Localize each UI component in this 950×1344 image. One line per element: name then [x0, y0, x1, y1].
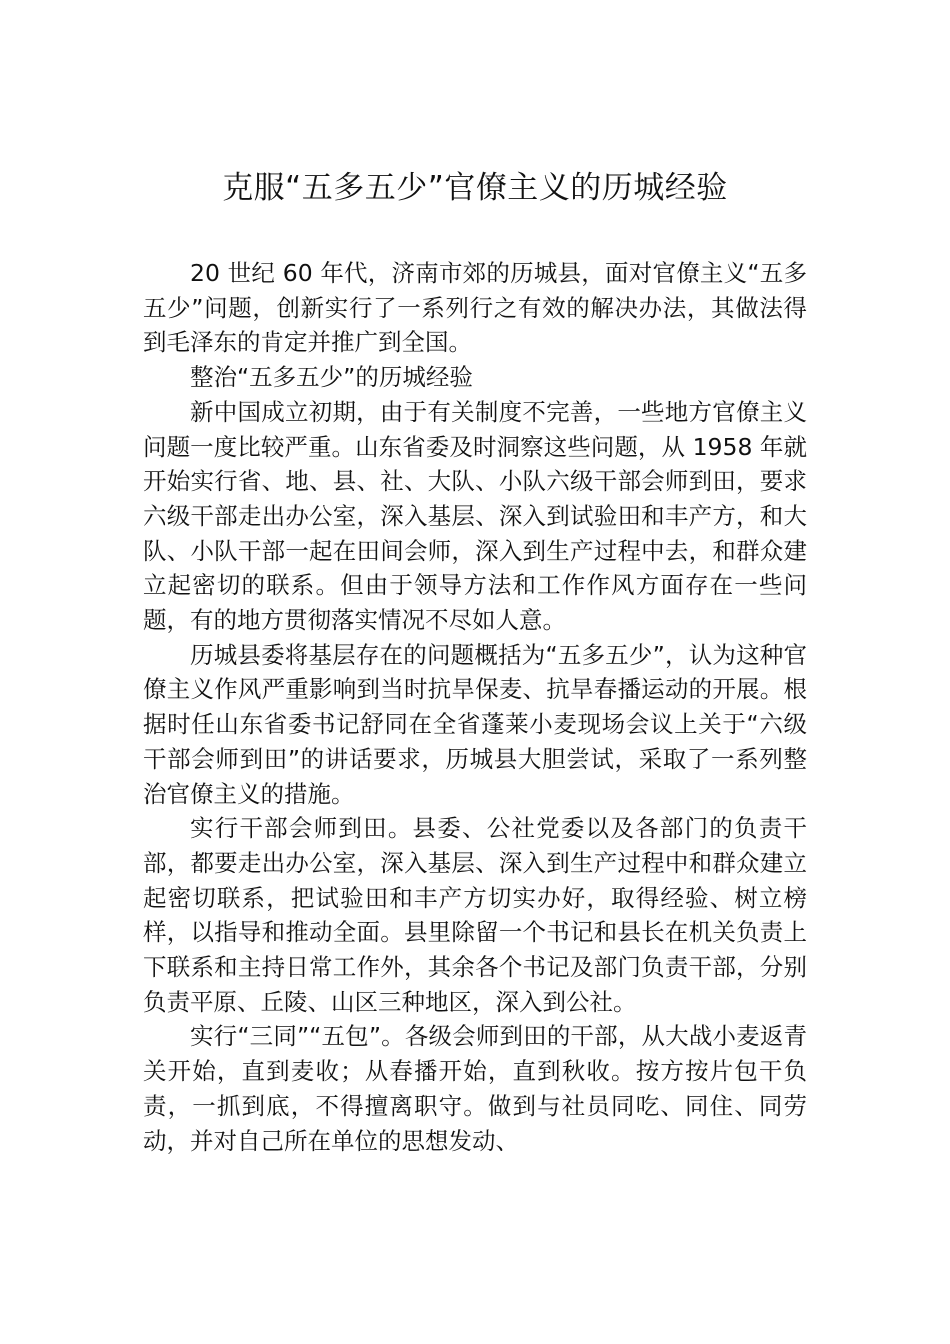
paragraph-cadres-to-fields: 实行干部会师到田。县委、公社党委以及各部门的负责干部，都要走出办公室，深入基层、深入到生产过程中和群众建立起密切联系，把试验田和丰产方切实办好，取得经验、树立榜样，以指导和推动全面。县里除留一个书记和县长在机关负责上下联系和主持日常工作外，其余各个书记及部门负责干部，分别负责平原、丘陵、山区三种地区，深入到公社。	[143, 814, 807, 1016]
document-title: 克服“五多五少”官僚主义的历城经验	[222, 170, 728, 206]
section-heading: 整治“五多五少”的历城经验	[190, 363, 473, 392]
paragraph-intro: 20 世纪 60 年代，济南市郊的历城县，面对官僚主义“五多五少”问题，创新实行了一系列行之有效的解决办法，其做法得到毛泽东的肯定并推广到全国。	[143, 259, 807, 357]
paragraph-three-together: 实行“三同”“五包”。各级会师到田的干部，从大战小麦返青关开始，直到麦收；从春播开始，直到秋收。按方按片包干负责，一抓到底，不得擅离职守。做到与社员同吃、同住、同劳动，并对自己所在单位的思想发动、	[143, 1022, 807, 1155]
document-body	[143, 256, 807, 1158]
paragraph-background: 新中国成立初期，由于有关制度不完善，一些地方官僚主义问题一度比较严重。山东省委及时洞察这些问题，从 1958 年就开始实行省、地、县、社、大队、小队六级干部会师到田，要求六级干部走出办公室，深入基层、深入到试验田和丰产方，和大队、小队干部一起在田间会师，深入到生产过程中去，和群众建立起密切的联系。但由于领导方法和工作作风方面存在一些问题，有的地方贯彻落实情况不尽如人意。	[143, 397, 807, 635]
paragraph-problem-summary: 历城县委将基层存在的问题概括为“五多五少”，认为这种官僚主义作风严重影响到当时抗旱保麦、抗旱春播运动的开展。根据时任山东省委书记舒同在全省蓬莱小麦现场会议上关于“六级干部会师到田”的讲话要求，历城县大胆尝试，采取了一系列整治官僚主义的措施。	[143, 640, 807, 808]
